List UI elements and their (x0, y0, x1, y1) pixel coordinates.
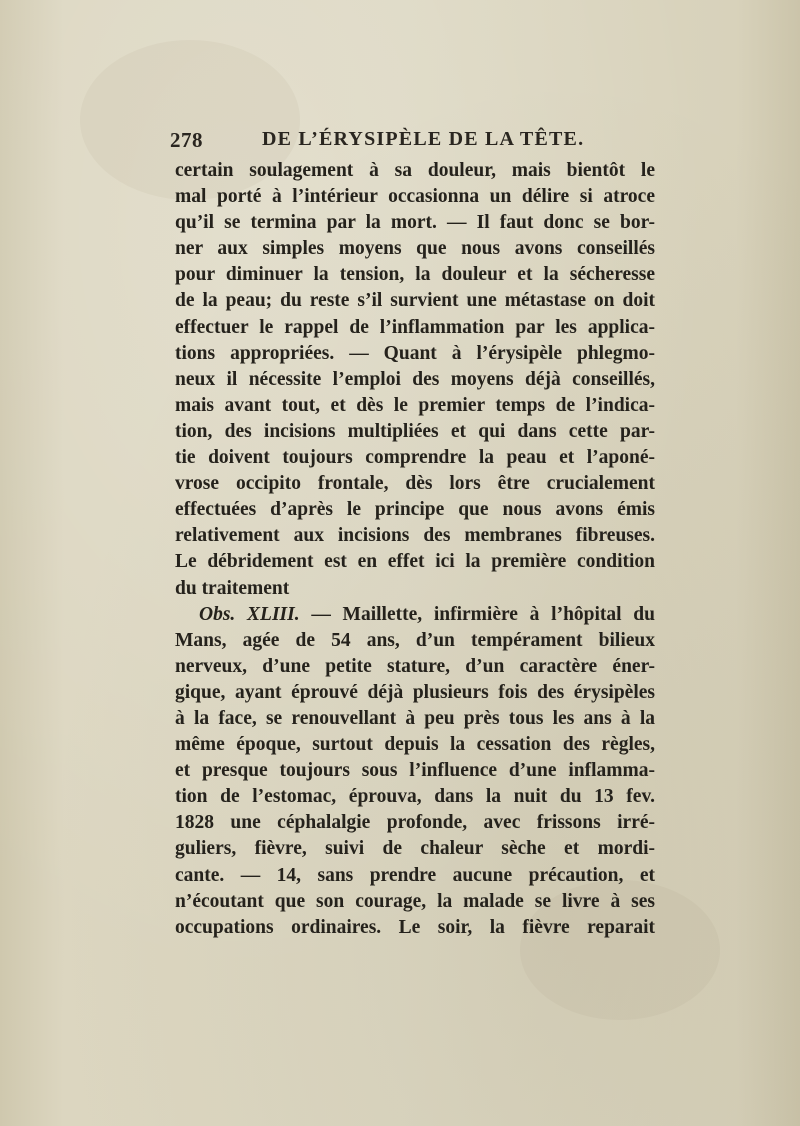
text-line: de la peau; du reste s’il survient une métastase on doit (175, 290, 655, 312)
text-line: pour diminuer la tension, la douleur et la sécheresse (175, 264, 655, 286)
text-line: Mans, agée de 54 ans, d’un tempérament bilieux (175, 629, 655, 651)
text-line: et presque toujours sous l’influence d’une inflamma- (175, 760, 655, 782)
text-line: mais avant tout, et dès le premier temps de l’indica- (175, 394, 655, 416)
text-line: mal porté à l’intérieur occasionna un délire si atroce (175, 186, 655, 208)
text-line: cante. — 14, sans prendre aucune précaution, et (175, 864, 655, 886)
text-line: certain soulagement à sa douleur, mais bientôt le (175, 160, 655, 181)
text-line: tion, des incisions multipliées et qui dans cette par- (175, 420, 655, 442)
text-line: nerveux, d’une petite stature, d’un caractère éner- (175, 655, 655, 677)
page-number: 278 (170, 128, 203, 152)
text-line: qu’il se termina par la mort. — Il faut donc se bor- (175, 212, 655, 234)
text-line: du traitement (175, 577, 290, 599)
observation-heading-line (175, 602, 655, 628)
text-line: tie doivent toujours comprendre la peau et l’aponé- (175, 447, 655, 469)
page-header (170, 128, 660, 158)
text-line: à la face, se renouvellant à peu près tous les ans à la (175, 707, 655, 729)
text-line: ner aux simples moyens que nous avons conseillés (175, 238, 655, 260)
text-line: tion de l’estomac, éprouva, dans la nuit du 13 fev. (175, 786, 655, 808)
text-line: occupations ordinaires. Le soir, la fièvre reparait (175, 916, 655, 938)
text-line: effectuées d’après le principe que nous avons émis (175, 499, 655, 521)
text-line: relativement aux incisions des membranes fibreuses. (175, 525, 655, 547)
observation-first-line: — Maillette, infirmière à l’hôpital du (299, 603, 656, 625)
text-line: n’écoutant que son courage, la malade se livre à ses (175, 890, 655, 912)
text-line: même époque, surtout depuis la cessation des règles, (175, 734, 655, 756)
observation-label: Obs. XLIII. (199, 603, 300, 625)
text-line: tions appropriées. — Quant à l’érysipèle phlegmo- (175, 342, 655, 364)
body-text (175, 158, 655, 941)
text-line: 1828 une céphalalgie profonde, avec frissons irré- (175, 812, 655, 834)
text-line: neux il nécessite l’emploi des moyens déjà conseillés, (175, 368, 655, 390)
text-line: guliers, fièvre, suivi de chaleur sèche et mordi- (175, 838, 655, 860)
text-line: vrose occipito frontale, dès lors être crucialement (175, 473, 655, 495)
text-line: effectuer le rappel de l’inflammation par les applica- (175, 316, 655, 338)
text-line: gique, ayant éprouvé déjà plusieurs fois des érysipèles (175, 681, 655, 703)
text-line: Le débridement est en effet ici la première condition (175, 551, 655, 573)
running-title: DE L’ÉRYSIPÈLE DE LA TÊTE. (262, 128, 585, 150)
